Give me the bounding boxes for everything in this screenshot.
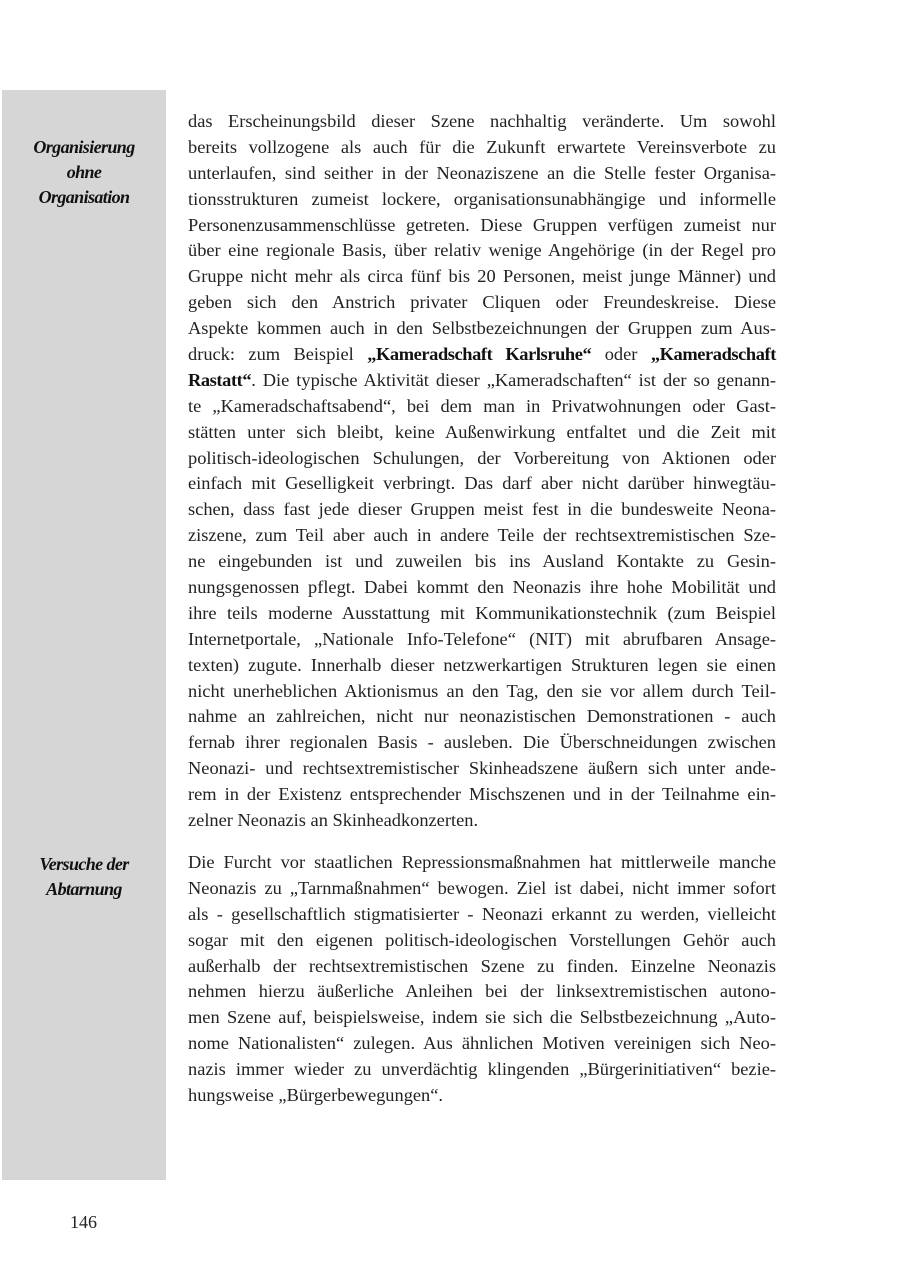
text-line: fernab ihrer regionalen Basis - ausleben. Die Überschneidungen zwischen (188, 732, 776, 753)
text-line: nahme an zahlreichen, nicht nur neonazistischen Demonstrationen - auch (188, 706, 776, 727)
text-line: bereits vollzogene als auch für die Zukunft erwartete Vereinsverbote zu (188, 136, 776, 157)
text-line: ziszene, zum Teil aber auch in andere Teile der rechtsextremistischen Sze- (188, 525, 776, 546)
text-line: schen, dass fast jede dieser Gruppen meist fest in die bundesweite Neona- (188, 499, 776, 520)
paragraph-organisierung (188, 109, 776, 834)
organisation-name: Rastatt“ (188, 369, 252, 390)
text-line: unterlaufen, sind seither in der Neonaziszene an die Stelle fester Organisa- (188, 162, 776, 183)
text-line: Personenzusammenschlüsse getreten. Diese Gruppen verfügen zumeist nur (188, 214, 776, 235)
text-run: . Die typische Aktivität dieser „Kameradschaften“ ist der so genann- (251, 369, 776, 390)
text-line (188, 368, 776, 394)
margin-heading-line: Organisierung (33, 137, 135, 157)
text-line: rem in der Existenz entsprechender Mischszenen und in der Teilnahme ein- (188, 784, 776, 805)
text-line: Die Furcht vor staatlichen Repressionsmaßnahmen hat mittlerweile manche (188, 852, 776, 872)
text-line: politisch-ideologischen Schulungen, der Vorbereitung von Aktionen oder (188, 447, 776, 468)
text-line: Neonazi- und rechtsextremistischer Skinheadszene äußern sich unter ande- (188, 758, 776, 779)
margin-heading-line: ohne (66, 162, 102, 182)
text-line: sogar mit den eigenen politisch-ideologischen Vorstellungen Gehör auch (188, 929, 776, 950)
text-line: hungsweise „Bürgerbewegungen“. (188, 1085, 444, 1106)
text-line: als - gesellschaftlich stigmatisierter - Neonazi erkannt zu werden, vielleicht (188, 903, 776, 924)
text-run: oder (591, 344, 651, 365)
text-line: tionsstrukturen zumeist lockere, organisationsunabhängige und informelle (188, 188, 776, 209)
text-line: texten) zugute. Innerhalb dieser netzwerkartigen Strukturen legen sie einen (188, 654, 776, 675)
text-line: te „Kameradschaftsabend“, bei dem man in Privatwohnungen oder Gast- (188, 395, 776, 416)
paragraph-abtarnung (188, 850, 776, 1109)
text-line: zelner Neonazis an Skinheadkonzerten. (188, 810, 479, 831)
text-line: nazis immer wieder zu unverdächtig klingenden „Bürgerinitiativen“ bezie- (188, 1059, 776, 1080)
organisation-name: „Kameradschaft (650, 344, 776, 365)
text-line: geben sich den Anstrich privater Cliquen oder Freundeskreise. Diese (188, 292, 776, 313)
page-number: 146 (70, 1212, 97, 1232)
text-line: das Erscheinungsbild dieser Szene nachhaltig veränderte. Um sowohl (188, 111, 776, 131)
text-run: druck: zum Beispiel (188, 344, 368, 365)
text-line: ihre teils moderne Ausstattung mit Kommunikationstechnik (zum Beispiel (188, 602, 776, 623)
text-line: stätten unter sich bleibt, keine Außenwirkung entfaltet und die Zeit mit (188, 421, 776, 442)
text-line: Aspekte kommen auch in den Selbstbezeichnungen der Gruppen zum Aus- (188, 318, 776, 339)
text-line: ne eingebunden ist und zuweilen bis ins Ausland Kontakte zu Gesin- (188, 551, 776, 572)
text-line: nicht unerheblichen Aktionismus an den Tag, den sie vor allem durch Teil- (188, 680, 776, 701)
text-line: einfach mit Geselligkeit verbringt. Das darf aber nicht darüber hinwegtäu- (188, 473, 776, 494)
text-line: außerhalb der rechtsextremistischen Szene zu finden. Einzelne Neonazis (188, 955, 776, 976)
text-line: Internetportale, „Nationale Info-Telefone“ (NIT) mit abrufbaren Ansage- (188, 628, 776, 649)
margin-heading-line: Versuche der (39, 854, 129, 874)
margin-heading-line: Abtarnung (46, 879, 122, 899)
margin-heading-line: Organisation (38, 187, 130, 207)
text-line: nehmen hierzu äußerliche Anleihen bei der linksextremistischen autono- (188, 981, 776, 1002)
text-line: nome Nationalisten“ zulegen. Aus ähnlichen Motiven vereinigen sich Neo- (188, 1033, 776, 1054)
text-line: Gruppe nicht mehr als circa fünf bis 20 Personen, meist junge Männer) und (188, 266, 776, 287)
text-line: men Szene auf, beispielsweise, indem sie sich die Selbstbezeichnung „Auto- (188, 1007, 776, 1028)
margin-heading-organisierung (14, 135, 154, 210)
margin-heading-abtarnung (14, 852, 154, 902)
organisation-name: „Kameradschaft Karlsruhe“ (367, 344, 592, 365)
text-line: nungsgenossen pflegt. Dabei kommt den Neonazis ihre hohe Mobilität und (188, 577, 776, 598)
text-line: über eine regionale Basis, über relativ wenige Angehörige (in der Regel pro (188, 240, 776, 261)
text-line: Neonazis zu „Tarnmaßnahmen“ bewogen. Ziel ist dabei, nicht immer sofort (188, 877, 776, 898)
margin-sidebar (2, 90, 166, 1180)
text-line (188, 342, 776, 368)
